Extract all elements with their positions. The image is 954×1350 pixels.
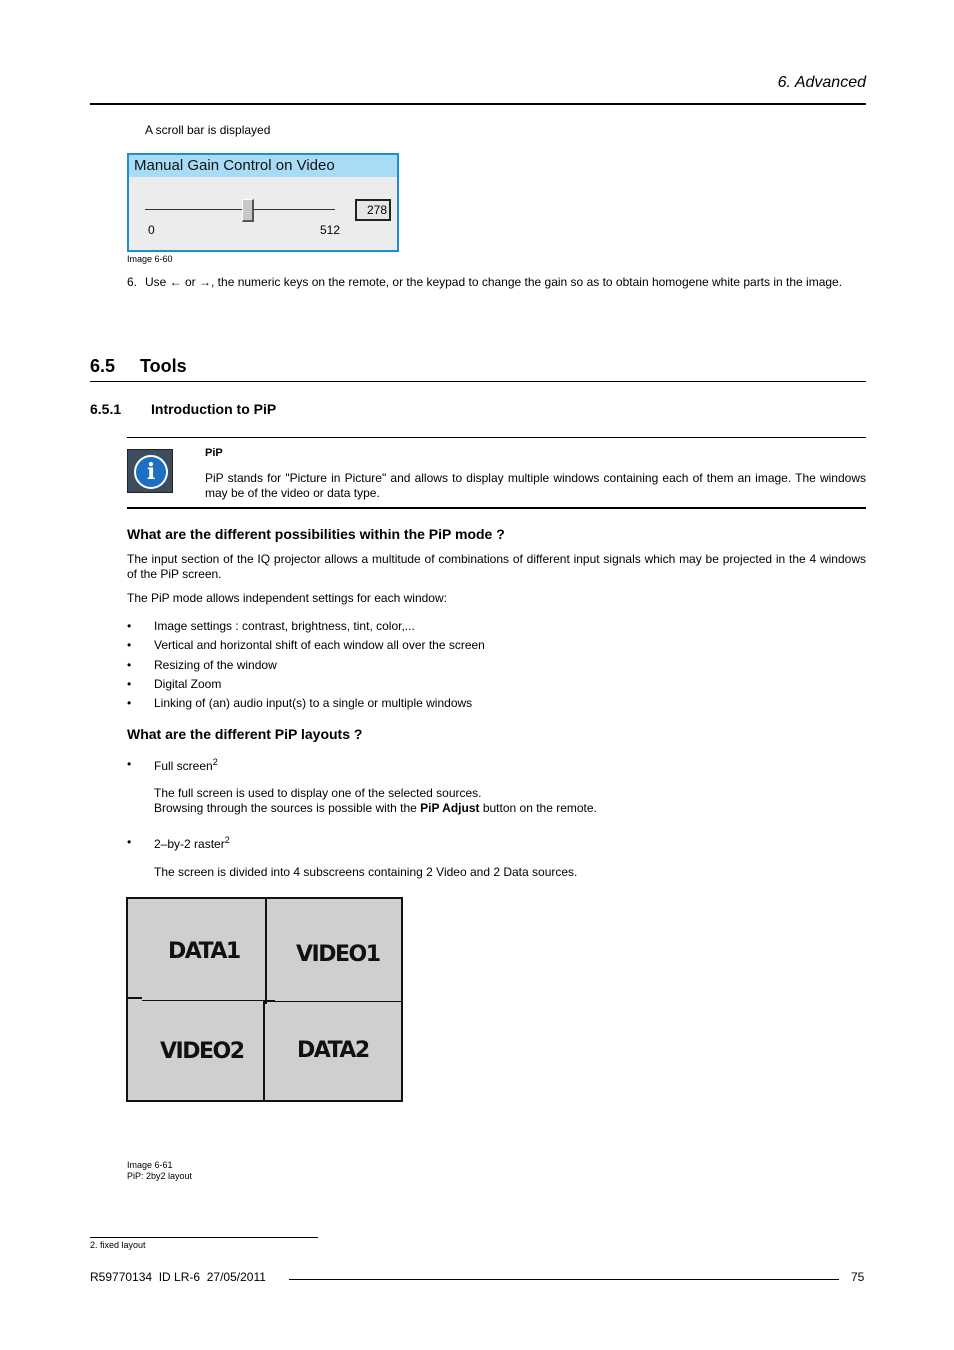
- bullet-mark: •: [127, 658, 132, 672]
- header-rule: [90, 103, 866, 105]
- section-heading: [90, 356, 187, 377]
- raster-label: 2–by-2 raster: [154, 837, 225, 851]
- bullet-mark: •: [127, 835, 132, 849]
- pip-window-data1: DATA1: [168, 939, 240, 964]
- subsection-heading: [90, 401, 276, 417]
- desc-text: button on the remote.: [479, 801, 597, 815]
- note-top-rule: [127, 437, 866, 438]
- step-text: Use ← or →, the numeric keys on the remote, or the keypad to change the gain so as to obtain homogene white parts in the image.: [145, 275, 843, 289]
- slider-thumb[interactable]: [242, 199, 254, 222]
- section-rule: [90, 381, 866, 382]
- section-number: 6.5: [90, 356, 116, 376]
- list-item-text: Linking of (an) audio input(s) to a single or multiple windows: [154, 696, 473, 710]
- pip-window-video1: VIDEO1: [296, 942, 380, 967]
- image-caption: Image 6-61: [127, 1160, 173, 1170]
- list-item-text: Digital Zoom: [154, 677, 222, 691]
- possibilities-para-1: The input section of the IQ projector allows a multitude of combinations of different input signals which may be projected in the 4 windows of the PiP screen.: [127, 552, 866, 581]
- subsection-number: 6.5.1: [90, 401, 122, 417]
- grid-divider: [142, 1000, 275, 1001]
- layouts-heading: What are the different PiP layouts ?: [127, 726, 363, 742]
- bullet-mark: •: [127, 677, 132, 691]
- pip-adjust-label: PiP Adjust: [420, 801, 480, 815]
- footnote-rule: [90, 1237, 318, 1238]
- grid-divider: [265, 1001, 401, 1002]
- pip-2by2-image: [126, 897, 403, 1102]
- note-title: PiP: [205, 447, 223, 459]
- section-title: Tools: [140, 356, 187, 376]
- scroll-bar-text: A scroll bar is displayed: [145, 123, 271, 137]
- list-item-text: [154, 835, 230, 851]
- footer-rule: [289, 1279, 839, 1280]
- gain-value-field[interactable]: 278: [355, 199, 391, 221]
- full-screen-desc-1: The full screen is used to display one of the selected sources.: [154, 786, 482, 800]
- possibilities-para-2: The PiP mode allows independent settings for each window:: [127, 591, 447, 605]
- slider-max-label: 512: [320, 223, 341, 237]
- grid-divider: [128, 997, 142, 999]
- full-screen-desc-2: [154, 801, 597, 816]
- gain-control-dialog: [127, 153, 399, 252]
- grid-divider: [263, 1000, 265, 1100]
- page-number: 75: [851, 1270, 865, 1284]
- image-subcaption: PiP: 2by2 layout: [127, 1171, 193, 1181]
- note-bottom-rule: [127, 507, 866, 509]
- doc-id: R59770134 ID LR-6 27/05/2011: [90, 1270, 266, 1284]
- step-number: 6.: [127, 275, 138, 289]
- pip-window-data2: DATA2: [297, 1038, 369, 1063]
- chapter-title: 6. Advanced: [777, 74, 866, 91]
- bullet-mark: •: [127, 619, 132, 633]
- list-item-text: [154, 757, 218, 773]
- list-item-text: Vertical and horizontal shift of each window all over the screen: [154, 638, 485, 652]
- list-item-text: Image settings : contrast, brightness, tint, color,...: [154, 619, 415, 633]
- footnote-ref: 2: [224, 835, 230, 845]
- list-item-text: Resizing of the window: [154, 658, 277, 672]
- bullet-mark: •: [127, 638, 132, 652]
- footnote-ref: 2: [212, 757, 218, 767]
- possibilities-heading: What are the different possibilities within the PiP mode ?: [127, 526, 505, 542]
- slider-min-label: 0: [148, 223, 155, 237]
- full-screen-label: Full screen: [154, 759, 213, 773]
- note-body: PiP stands for "Picture in Picture" and allows to display multiple windows containing each of them an image. The windows may be of the video or data type.: [205, 471, 866, 500]
- desc-text: Browsing through the sources is possible with the: [154, 801, 421, 815]
- slider-track[interactable]: [145, 209, 335, 210]
- info-icon: i: [127, 449, 173, 493]
- bullet-mark: •: [127, 696, 132, 710]
- footnote: 2. fixed layout: [90, 1240, 146, 1250]
- dialog-title: Manual Gain Control on Video: [129, 155, 397, 177]
- grid-divider: [265, 899, 267, 1004]
- bullet-mark: •: [127, 757, 132, 771]
- pip-window-video2: VIDEO2: [160, 1039, 244, 1064]
- raster-desc: The screen is divided into 4 subscreens containing 2 Video and 2 Data sources.: [154, 865, 578, 879]
- subsection-title: Introduction to PiP: [151, 401, 277, 417]
- image-caption: Image 6-60: [127, 254, 173, 264]
